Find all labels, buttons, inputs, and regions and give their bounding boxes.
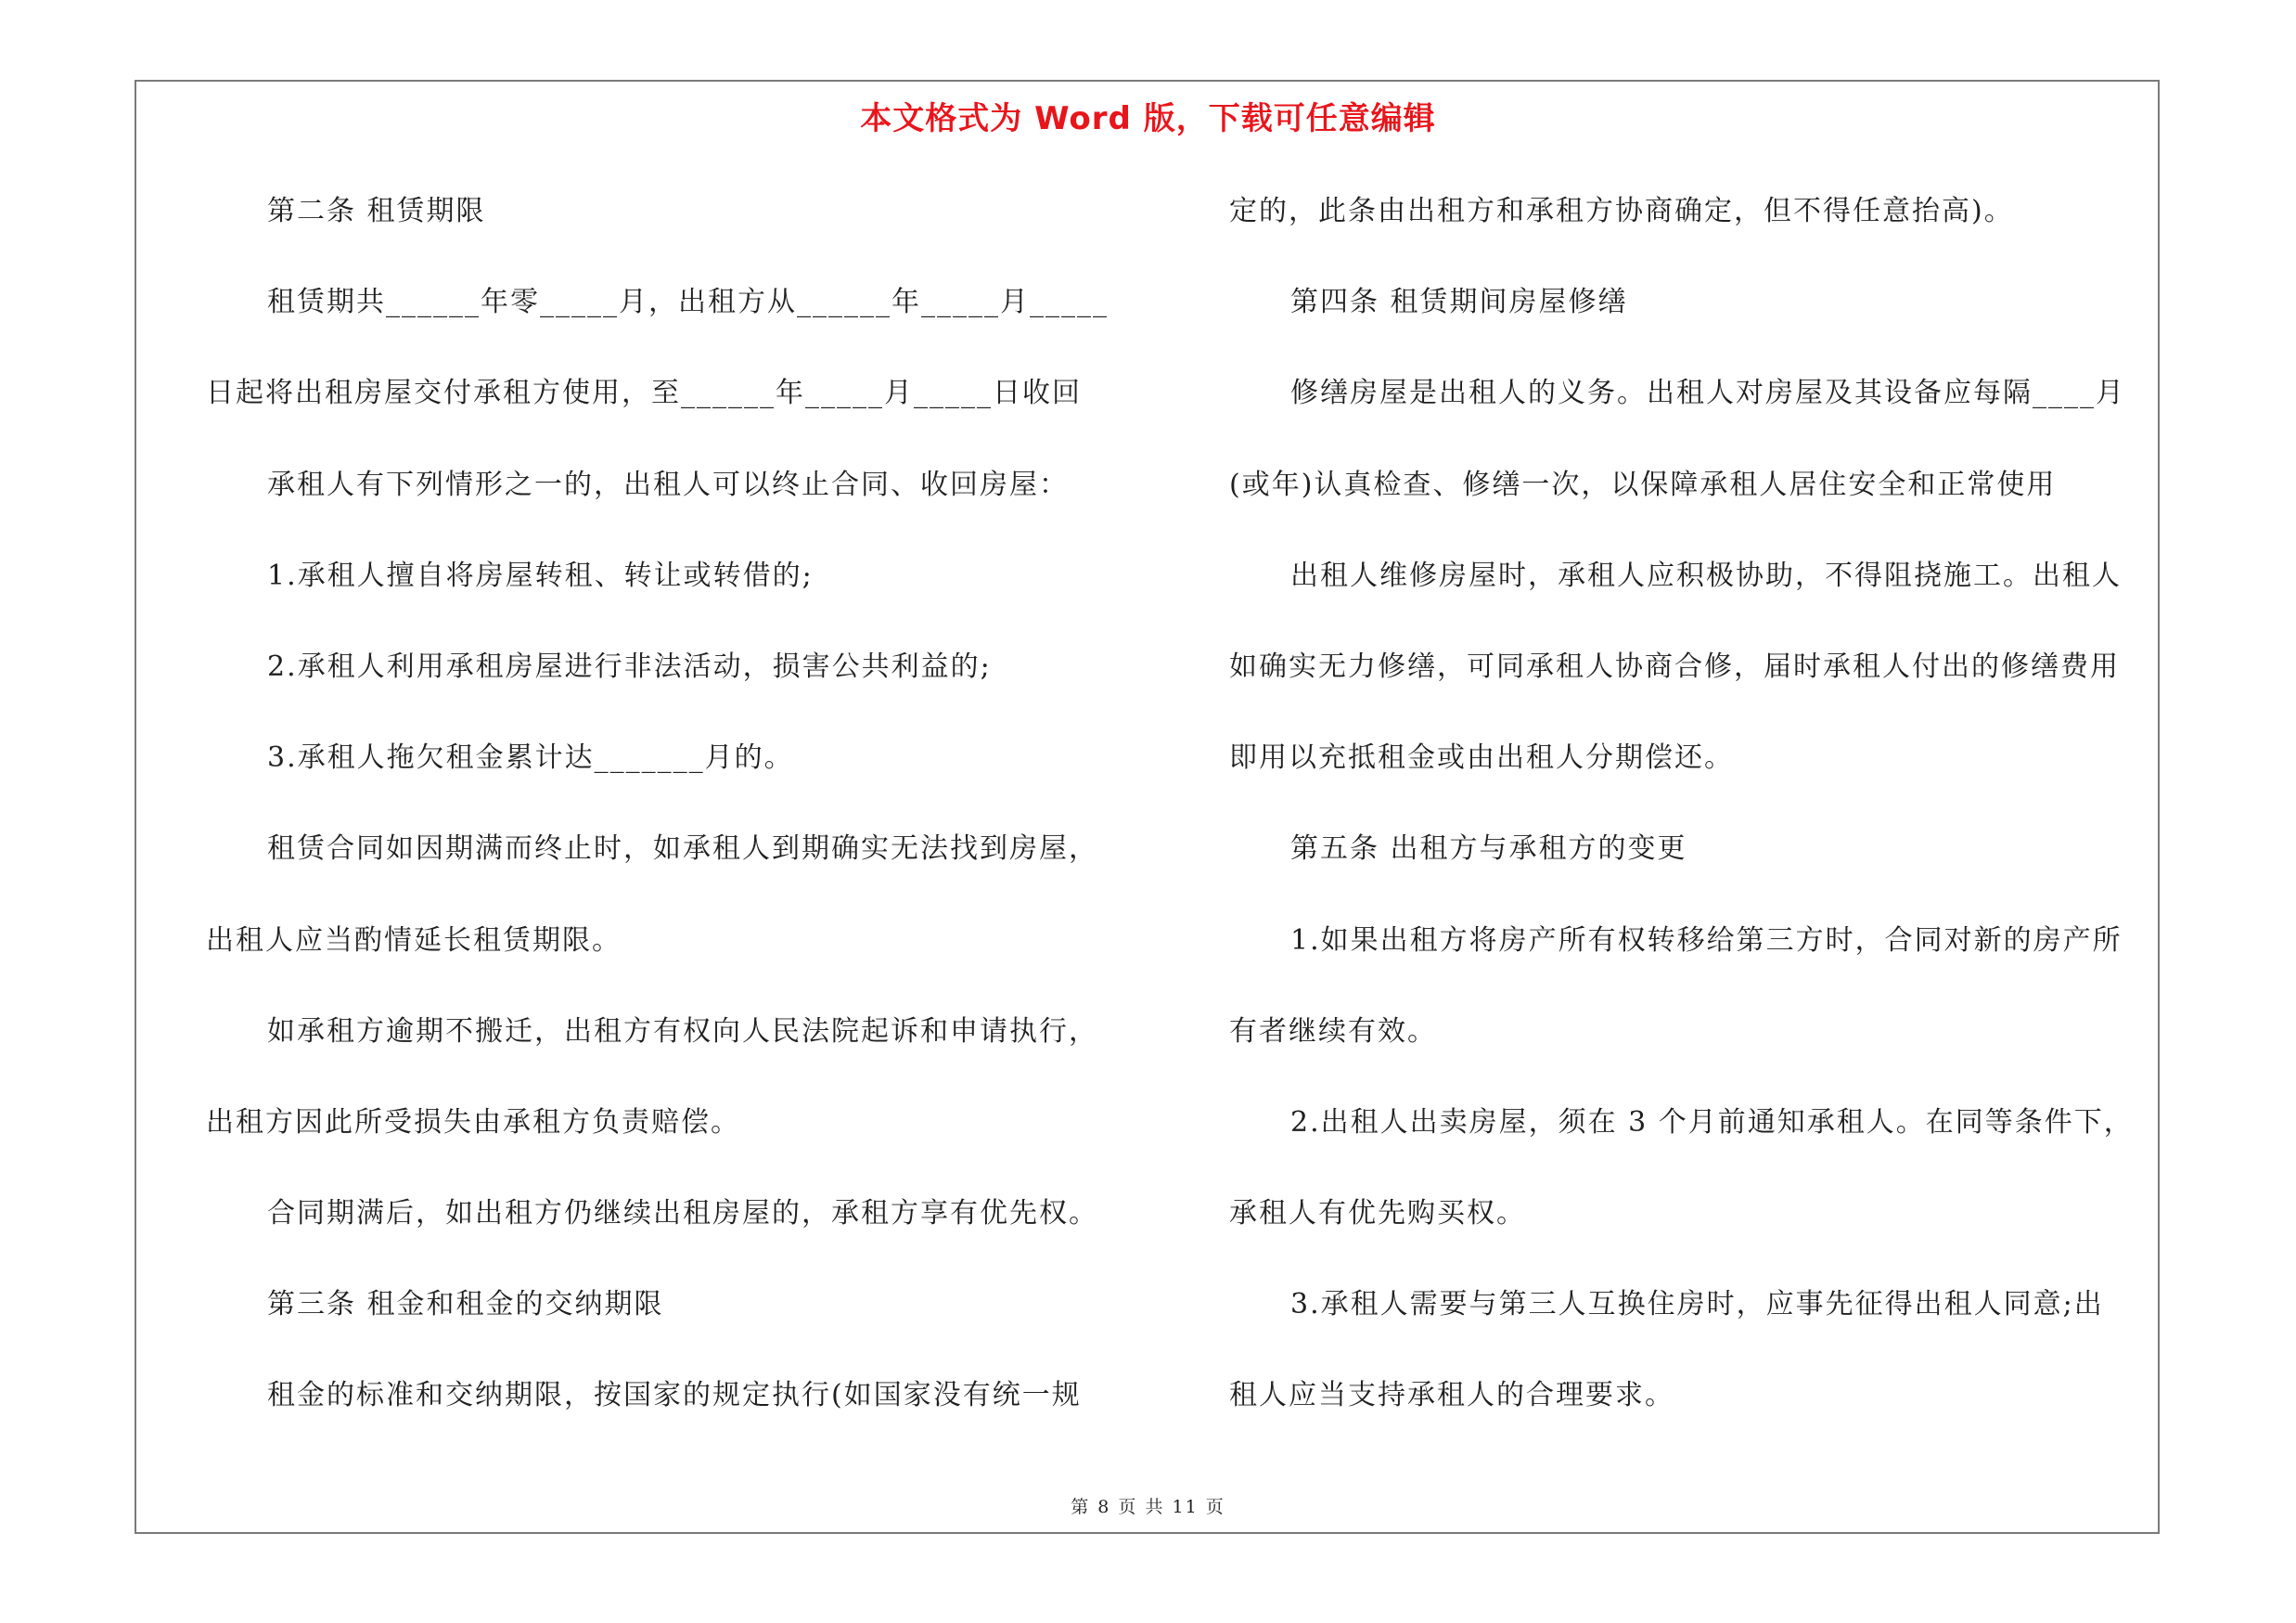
- paragraph-line: 3.承租人拖欠租金累计达_______月的。: [267, 741, 794, 775]
- paragraph-line: 合同期满后，如出租方仍继续出租房屋的，承租方享有优先权。: [267, 1197, 1098, 1230]
- paragraph-line: 1.承租人擅自将房屋转租、转让或转借的;: [267, 559, 814, 592]
- paragraph-line: 有者继续有效。: [1229, 1014, 1437, 1048]
- paragraph-line: 出租方因此所受损失由承租方负责赔偿。: [206, 1105, 740, 1139]
- paragraph-line: 即用以充抵租金或由出租人分期偿还。: [1229, 741, 1734, 775]
- paragraph-line: 如承租方逾期不搬迁，出租方有权向人民法院起诉和申请执行，: [267, 1014, 1098, 1048]
- paragraph-line: 第二条 租赁期限: [267, 195, 486, 227]
- paragraph-line: 出租人应当酌情延长租赁期限。: [206, 923, 622, 957]
- paragraph-line: 修缮房屋是出租人的义务。出租人对房屋及其设备应每隔____月: [1290, 377, 2125, 410]
- paragraph-line: 2.承租人利用承租房屋进行非法活动，损害公共利益的;: [267, 650, 992, 683]
- paragraph-line: 租赁合同如因期满而终止时，如承租人到期确实无法找到房屋，: [267, 832, 1098, 866]
- format-banner: 本文格式为 Word 版，下载可任意编辑: [860, 100, 1436, 137]
- paragraph-line: 1.如果出租方将房产所有权转移给第三方时，合同对新的房产所: [1290, 923, 2123, 957]
- paragraph-line: 租赁期共______年零_____月，出租方从______年_____月_____: [267, 286, 1109, 319]
- paragraph-line: 承租人有优先购买权。: [1229, 1197, 1526, 1230]
- paragraph-line: 第五条 出租方与承租方的变更: [1290, 832, 1687, 866]
- paragraph-line: 定的，此条由出租方和承租方协商确定，但不得任意抬高)。: [1229, 195, 2014, 227]
- paragraph-line: 租人应当支持承租人的合理要求。: [1229, 1379, 1674, 1412]
- paragraph-line: 3.承租人需要与第三人互换住房时，应事先征得出租人同意;出: [1290, 1288, 2104, 1321]
- paragraph-line: 出租人维修房屋时，承租人应积极协助，不得阻挠施工。出租人: [1290, 559, 2122, 592]
- paragraph-line: 租金的标准和交纳期限，按国家的规定执行(如国家没有统一规: [267, 1379, 1082, 1412]
- paragraph-line: 如确实无力修缮，可同承租人协商合修，届时承租人付出的修缮费用: [1229, 650, 2120, 683]
- paragraph-line: 第三条 租金和租金的交纳期限: [267, 1288, 664, 1321]
- paragraph-line: 日起将出租房屋交付承租方使用，至______年_____月_____日收回: [206, 377, 1082, 410]
- page-number: 第 8 页 共 11 页: [1071, 1497, 1225, 1517]
- left-column: [206, 186, 1161, 1462]
- paragraph-line: 2.出租人出卖房屋，须在 3 个月前通知承租人。在同等条件下，: [1290, 1105, 2134, 1139]
- right-column: [1229, 186, 2171, 1462]
- paragraph-line: 承租人有下列情形之一的，出租人可以终止合同、收回房屋：: [267, 468, 1069, 501]
- paragraph-line: (或年)认真检查、修缮一次，以保障承租人居住安全和正常使用: [1229, 468, 2057, 501]
- paragraph-line: 第四条 租赁期间房屋修缮: [1290, 286, 1628, 319]
